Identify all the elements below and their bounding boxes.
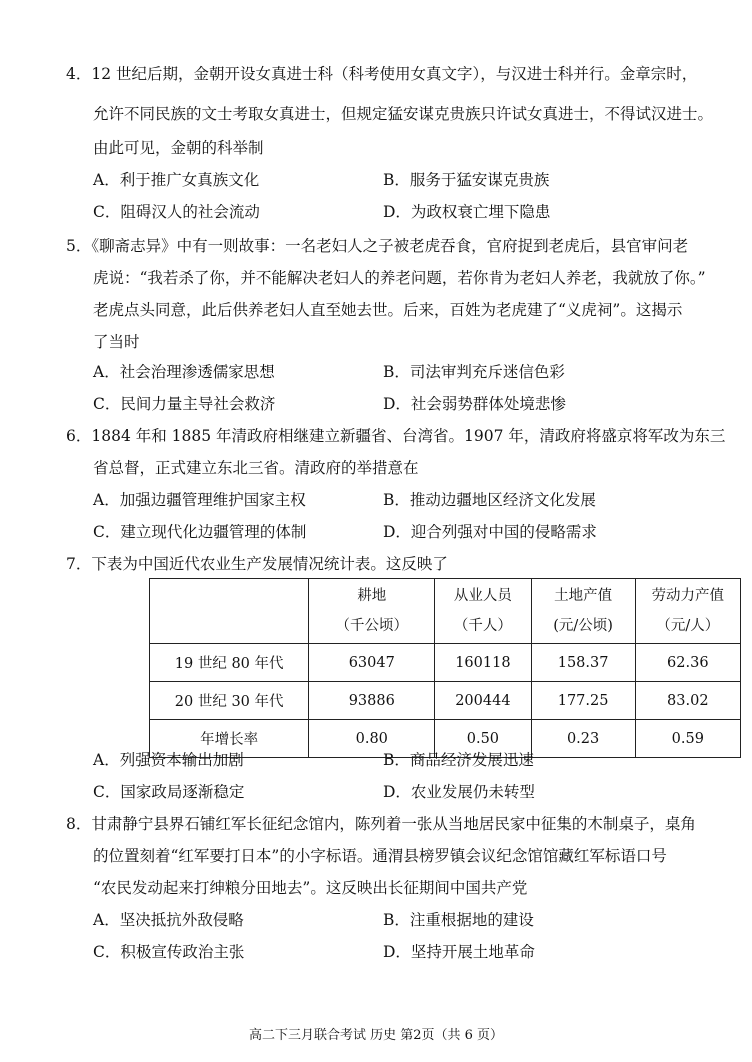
header-label: 耕地 [357,588,387,604]
option-a[interactable]: A．社会治理渗透儒家思想 [93,363,275,381]
option-b[interactable]: B．服务于猛安谋克贵族 [383,171,550,189]
header-label: 从业人员 [453,588,512,604]
statistics-table [149,578,741,758]
header-unit: (元/公顷) [553,618,613,634]
option-c[interactable]: C．民间力量主导社会救济 [93,395,276,413]
page-footer: 高二下三月联合考试 历史 第2页（共 6 页） [248,1028,504,1043]
option-d[interactable]: D．农业发展仍未转型 [383,783,535,801]
table-header-cell [150,579,309,644]
option-a[interactable]: A．列强资本输出加剧 [93,751,244,769]
question-text-line: “农民发动起来打绅粮分田地去”。这反映出长征期间中国共产党 [93,879,528,897]
header-unit: （千人） [453,618,512,634]
question-text-line: 允许不同民族的文士考取女真进士，但规定猛安谋克贵族只许试女真进士，不得试汉进士。 [93,105,714,123]
question-text-line: 老虎点头同意，此后供养老妇人直至她去世。后来，百姓为老虎建了“义虎祠”。这揭示 [93,301,683,319]
table-cell: 0.50 [435,720,531,758]
option-b[interactable]: B．商品经济发展迅速 [383,751,534,769]
table-header-cell [309,579,435,644]
table-header-cell [635,579,740,644]
option-c[interactable]: C．国家政局逐渐稳定 [93,783,245,801]
option-d[interactable]: D．为政权衰亡埋下隐患 [383,203,551,221]
option-d[interactable]: D．社会弱势群体处境悲惨 [383,395,566,413]
option-b[interactable]: B．推动边疆地区经济文化发展 [383,491,596,509]
header-label: 劳动力产值 [651,588,725,604]
option-a[interactable]: A．利于推广女真族文化 [93,171,260,189]
option-b[interactable]: B．注重根据地的建设 [383,911,534,929]
table-header-cell [531,579,635,644]
question-text-line: 由此可见，金朝的科举制 [93,139,264,157]
table-cell: 19 世纪 80 年代 [150,644,309,682]
question-text-line: 5．《聊斋志异》中有一则故事：一名老妇人之子被老虎吞食，官府捉到老虎后，县官审问老 [66,237,689,255]
table-cell: 年增长率 [150,720,309,758]
table-header-cell [435,579,531,644]
question-text-line: 虎说：“我若杀了你，并不能解决老妇人的养老问题，若你肯为老妇人养老，我就放了你。” [93,269,706,287]
option-a[interactable]: A．加强边疆管理维护国家主权 [93,491,306,509]
option-c[interactable]: C．阻碍汉人的社会流动 [93,203,260,221]
option-a[interactable]: A．坚决抵抗外敌侵略 [93,911,244,929]
table-row [150,644,741,682]
table-header-row [150,579,741,644]
question-text-line: 了当时 [93,333,140,351]
table-cell: 0.59 [635,720,740,758]
question-text-line: 的位置刻着“红军要打日本”的小字标语。通渭县榜罗镇会议纪念馆馆藏红军标语口号 [93,847,667,865]
table-cell: 0.80 [309,720,435,758]
table-cell: 200444 [435,682,531,720]
option-c[interactable]: C．建立现代化边疆管理的体制 [93,523,307,541]
header-label: 土地产值 [554,588,613,604]
table-cell: 177.25 [531,682,635,720]
option-d[interactable]: D．坚持开展土地革命 [383,943,535,961]
option-c[interactable]: C．积极宣传政治主张 [93,943,245,961]
option-d[interactable]: D．迎合列强对中国的侵略需求 [383,523,597,541]
question-text-line: 8．甘肃静宁县界石铺红军长征纪念馆内，陈列着一张从当地居民家中征集的木制桌子，桌角 [66,815,696,833]
table-cell: 20 世纪 30 年代 [150,682,309,720]
table-cell: 63047 [309,644,435,682]
header-unit: （元/人） [656,618,720,634]
table-cell: 62.36 [635,644,740,682]
table-cell: 93886 [309,682,435,720]
table-cell: 83.02 [635,682,740,720]
table-row [150,682,741,720]
option-b[interactable]: B．司法审判充斥迷信色彩 [383,363,565,381]
question-text-line: 6．1884 年和 1885 年清政府相继建立新疆省、台湾省。1907 年，清政府将盛京将军改为东三 [66,427,726,445]
header-unit: （千公顷） [335,618,409,634]
table-cell: 160118 [435,644,531,682]
table-cell: 0.23 [531,720,635,758]
question-text-line: 4．12 世纪后期，金朝开设女真进士科（科考使用女真文字），与汉进士科并行。金章宗时， [66,65,698,83]
table-cell: 158.37 [531,644,635,682]
question-text-line: 省总督，正式建立东北三省。清政府的举措意在 [93,459,419,477]
question-text-line: 7．下表为中国近代农业生产发展情况统计表。这反映了 [66,555,448,573]
